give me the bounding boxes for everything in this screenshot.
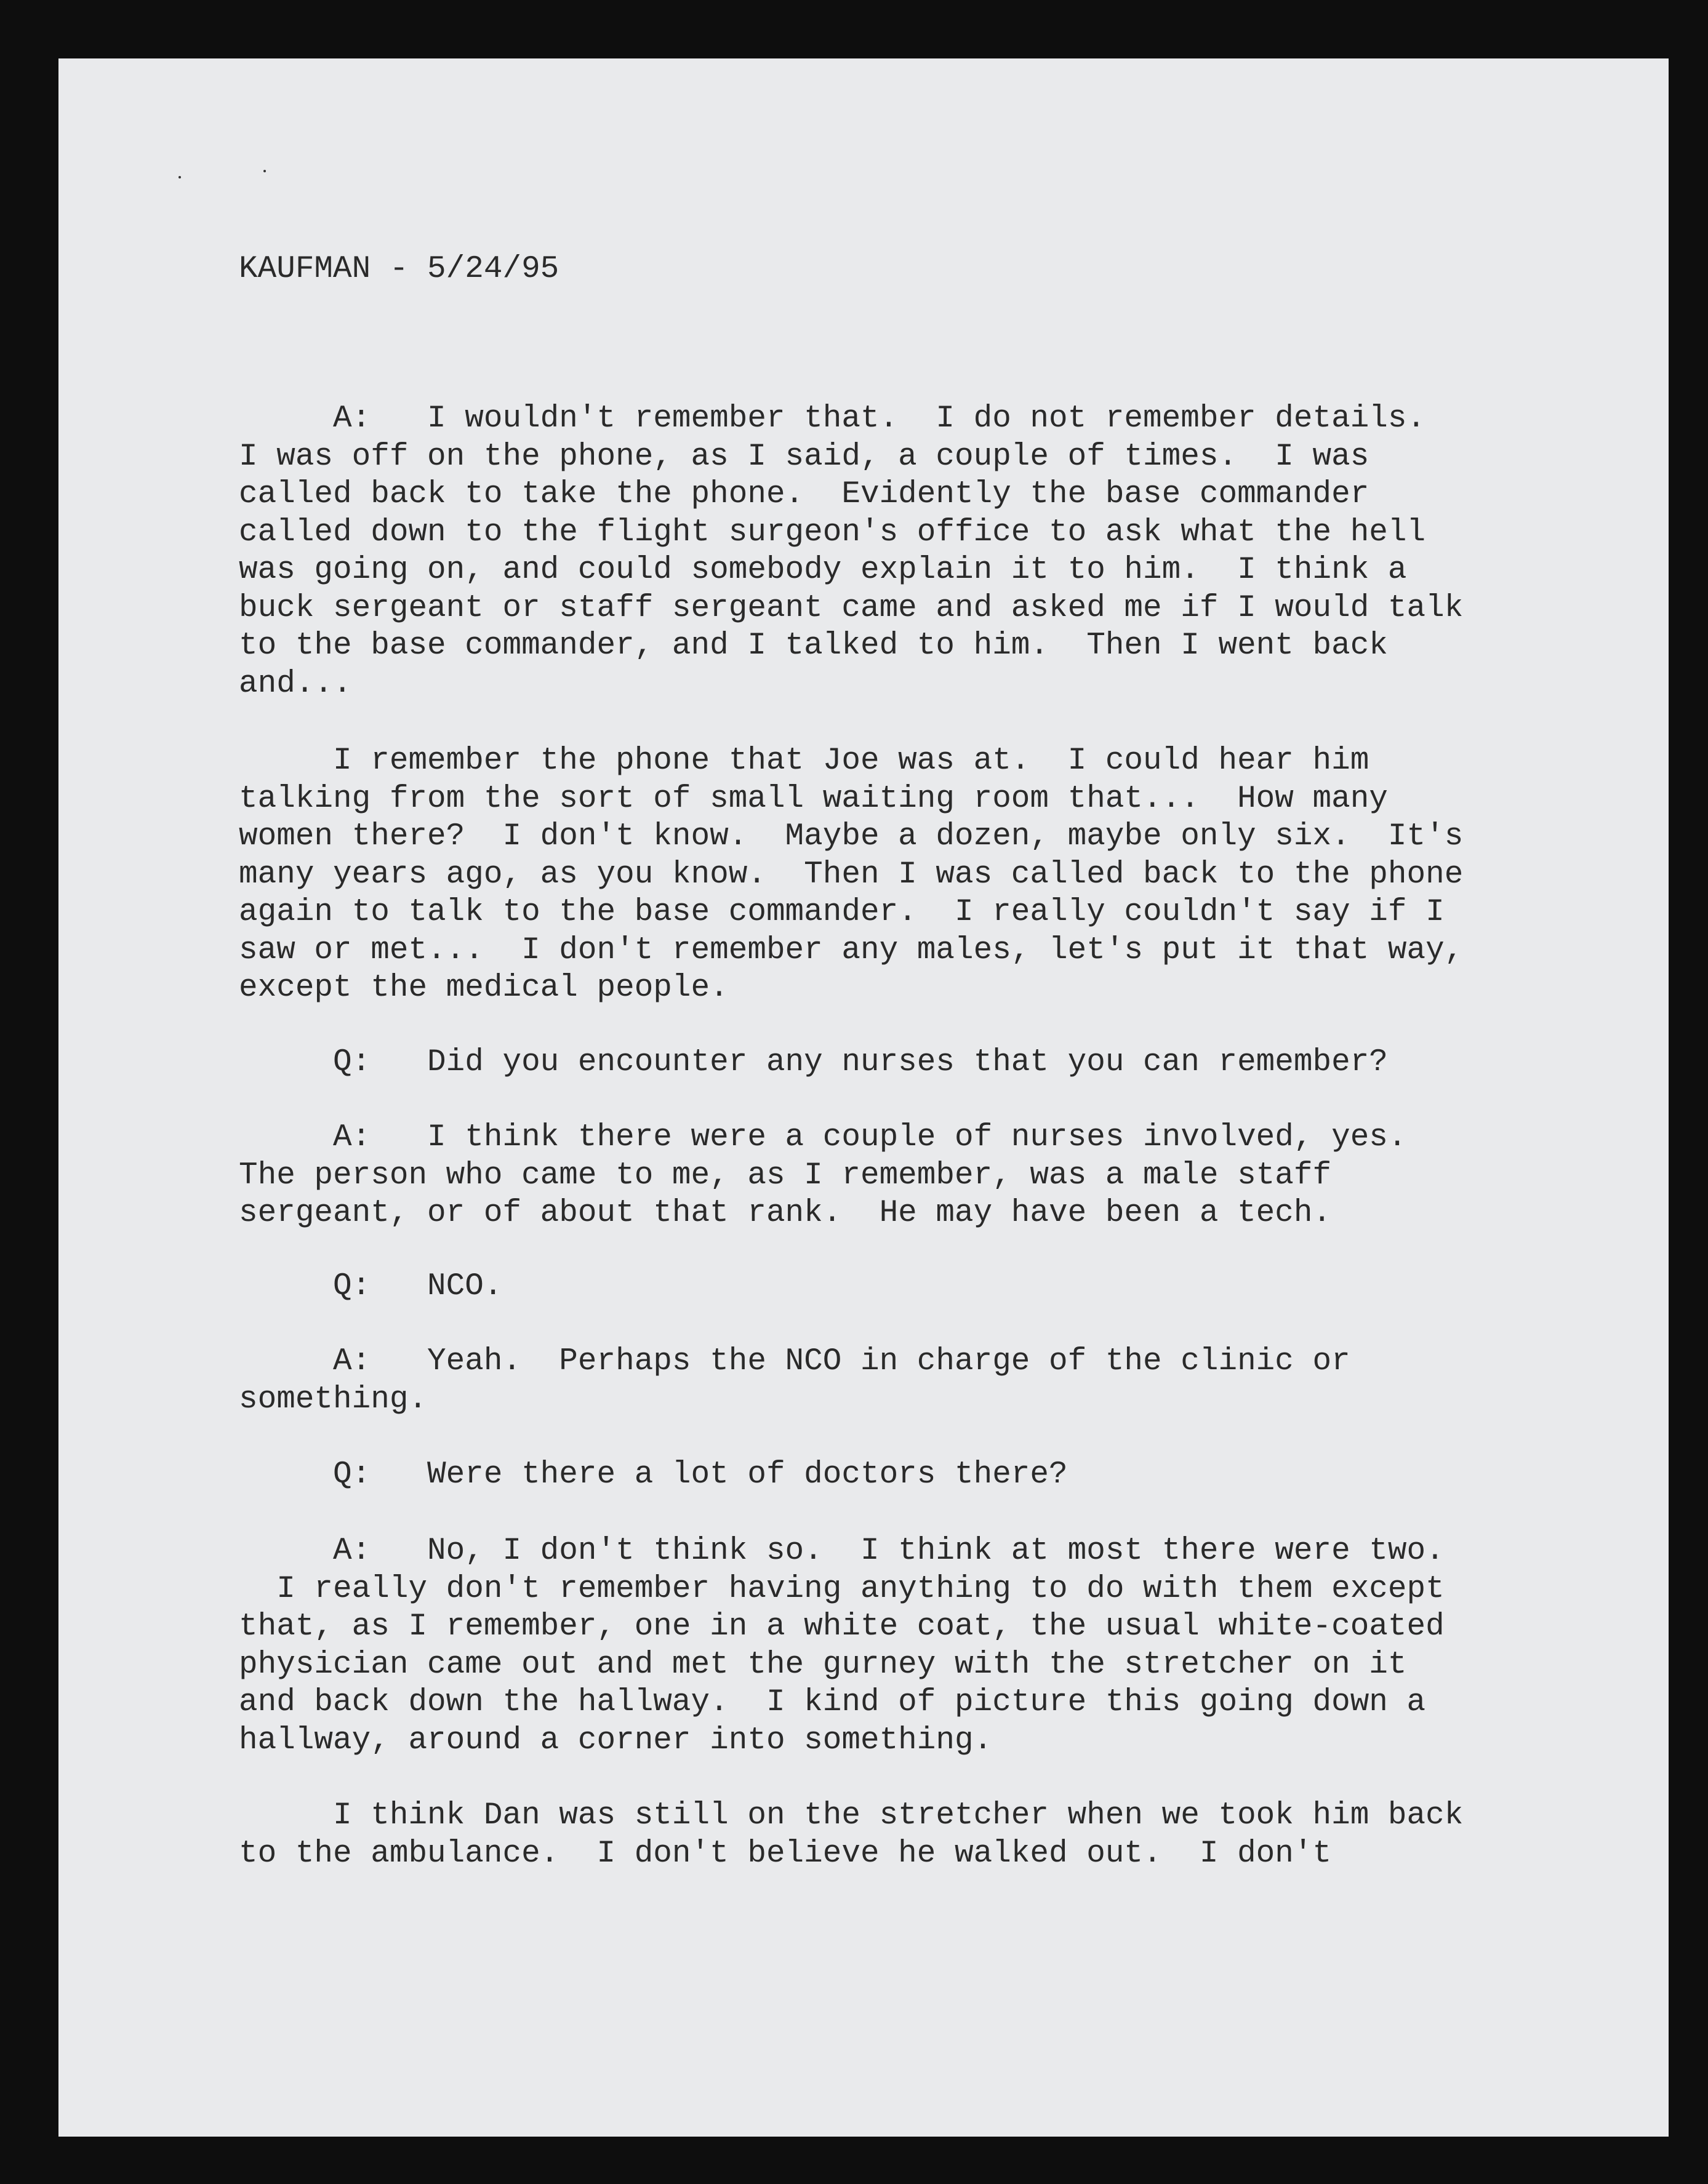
paragraph: I think Dan was still on the stretcher when we took him back to the ambulance. I don't believe he walked out. I don't <box>239 1798 1464 1871</box>
paragraph: A: No, I don't think so. I think at most there were two. I really don't remember having anything to do with them except that, as I remember, one in a white coat, the usual white-coated physician came out and met the gurney with the stretcher on it and back down the hallway. I kind of picture this going down a hallway, around a corner into something. <box>239 1534 1445 1758</box>
paragraph: Q: Did you encounter any nurses that you can remember? <box>239 1045 1388 1080</box>
document-header: KAUFMAN - 5/24/95 <box>239 252 559 287</box>
scan-speck <box>178 176 181 178</box>
paragraph: Q: Were there a lot of doctors there? <box>239 1457 1068 1492</box>
scan-speck <box>263 170 266 172</box>
paragraph: A: Yeah. Perhaps the NCO in charge of the clinic or something. <box>239 1344 1350 1417</box>
paragraph: Q: NCO. <box>239 1269 503 1304</box>
paragraph: A: I think there were a couple of nurses involved, yes. The person who came to me, as I remember, was a male staff sergeant, or of about that rank. He may have been a tech. <box>239 1120 1407 1231</box>
paragraph: I remember the phone that Joe was at. I could hear him talking from the sort of small waiting room that... How many women there? I don't know. Maybe a dozen, maybe only six. It's many years ago, as you know. Then I was called back to the phone again to talk to the base commander. I really couldn't say if I saw or met... I don't remember any males, let's put it that way, except the medical people. <box>239 743 1464 1006</box>
paragraph: A: I wouldn't remember that. I do not remember details. I was off on the phone, as I said, a couple of times. I was called back to take the phone. Evidently the base commander called down to the flight surgeon's office to ask what the hell was going on, and could somebody explain it to him. I think a buck sergeant or staff sergeant came and asked me if I would talk to the base commander, and I talked to him. Then I went back and... <box>239 401 1464 702</box>
